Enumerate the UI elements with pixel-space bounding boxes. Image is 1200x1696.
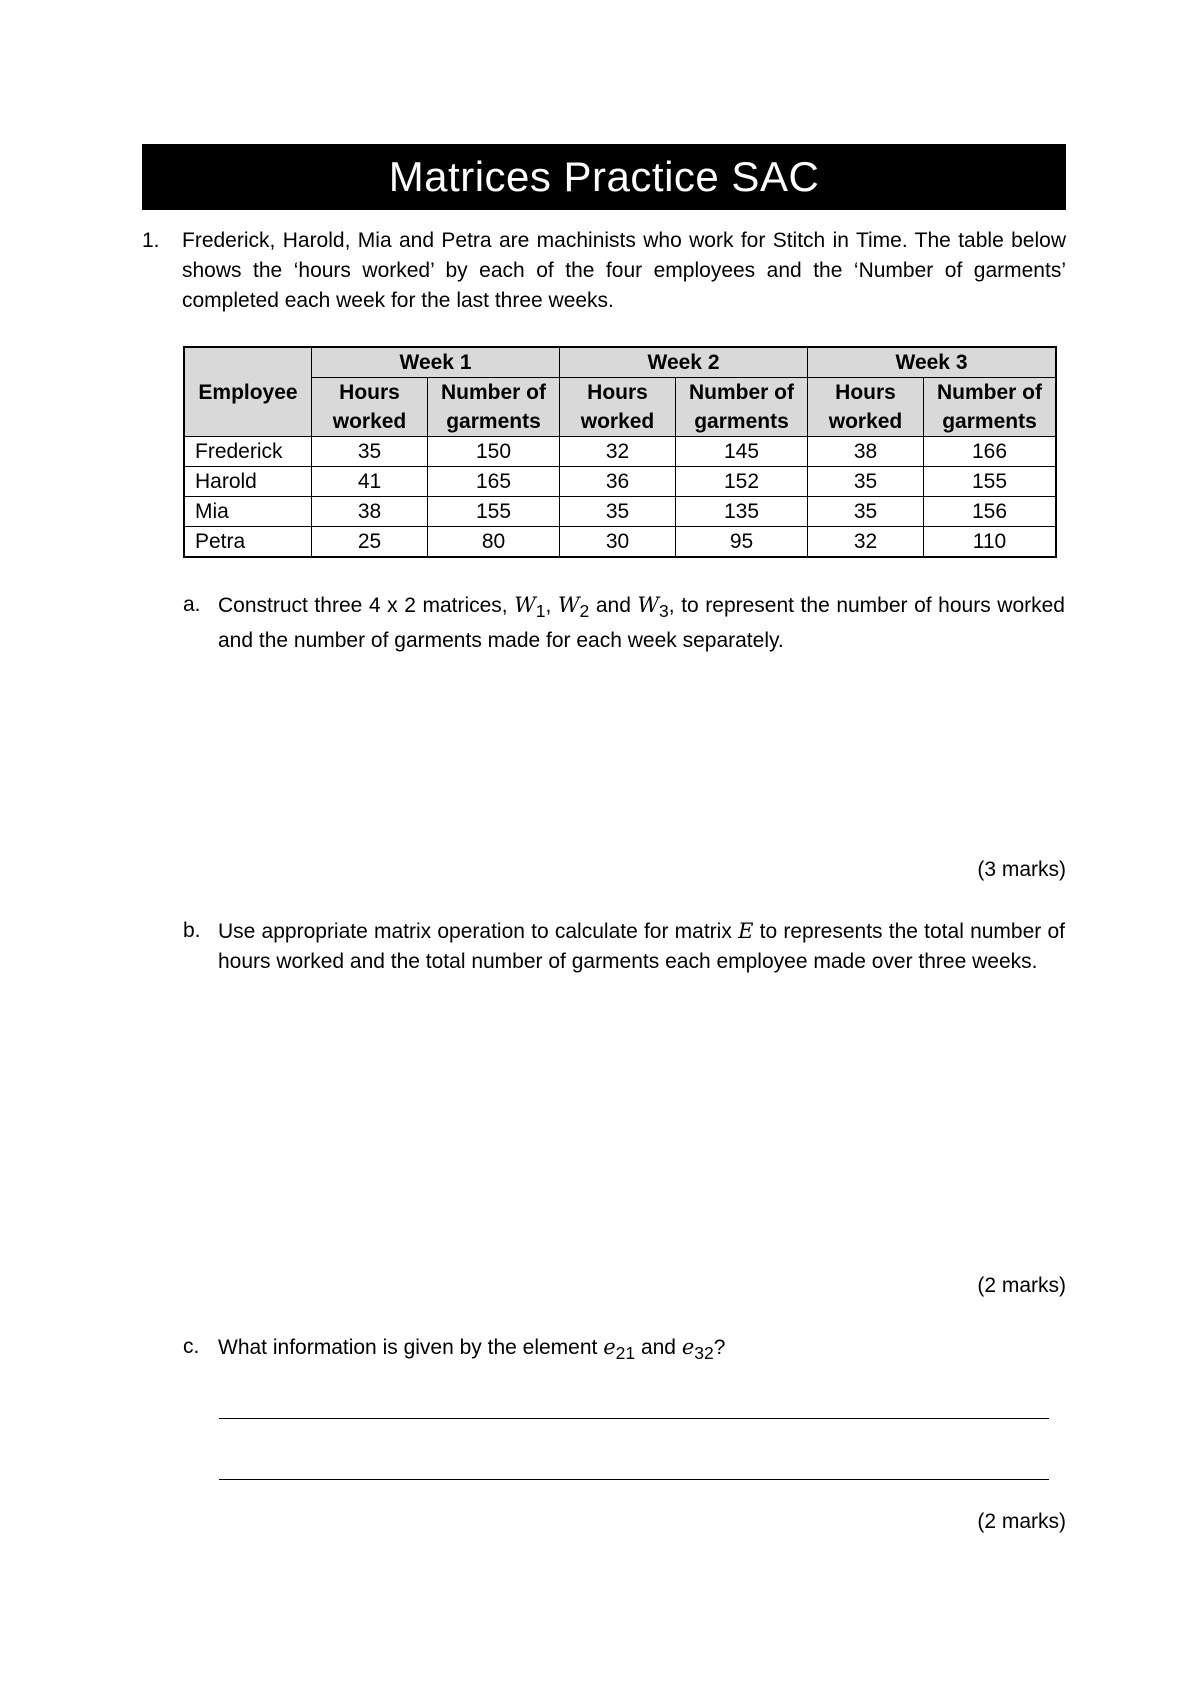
matrix-symbol: W xyxy=(637,593,660,617)
table-cell: 156 xyxy=(924,497,1057,527)
table-cell: 35 xyxy=(808,467,924,497)
text-segment: ? xyxy=(713,1336,726,1359)
table-cell: 95 xyxy=(676,527,808,558)
employee-header: Employee xyxy=(184,347,312,437)
matrix-symbol: E xyxy=(738,919,754,943)
hours-header: Hours worked xyxy=(560,378,676,437)
table-row xyxy=(184,467,1056,497)
table-cell: 150 xyxy=(428,437,560,467)
text-segment: Use appropriate matrix operation to calculate for matrix xyxy=(218,920,739,943)
subscript: 32 xyxy=(694,1343,714,1364)
table-cell: 155 xyxy=(924,467,1057,497)
subscript: 3 xyxy=(659,601,669,622)
part-label: c. xyxy=(183,1335,200,1358)
text-segment: , xyxy=(545,594,558,617)
table-cell: 35 xyxy=(808,497,924,527)
hours-header: Hours worked xyxy=(808,378,924,437)
matrix-symbol: W xyxy=(557,593,580,617)
garments-header: Number of garments xyxy=(924,378,1057,437)
table-cell: 35 xyxy=(560,497,676,527)
employee-name: Frederick xyxy=(184,437,312,467)
answer-line[interactable] xyxy=(219,1418,1049,1419)
question-1 xyxy=(142,226,1066,316)
hours-garments-table xyxy=(183,346,1057,558)
employee-name: Mia xyxy=(184,497,312,527)
table-cell: 36 xyxy=(560,467,676,497)
part-a xyxy=(183,590,1065,656)
part-label: b. xyxy=(183,919,201,942)
table-row xyxy=(184,437,1056,467)
table-cell: 35 xyxy=(312,437,428,467)
table-cell: 25 xyxy=(312,527,428,558)
table-cell: 166 xyxy=(924,437,1057,467)
matrix-symbol: W xyxy=(514,593,536,617)
week-header: Week 1 xyxy=(312,347,560,378)
text-segment: to represents the total number of hours worked and the total number of garments each employee made over three weeks. xyxy=(218,920,1065,973)
table-cell: 145 xyxy=(676,437,808,467)
text-segment: What information is given by the element xyxy=(218,1336,604,1359)
table-cell: 32 xyxy=(808,527,924,558)
table-row xyxy=(184,497,1056,527)
text-segment: and xyxy=(635,1336,682,1359)
text-segment: Construct three 4 x 2 matrices, xyxy=(218,594,515,617)
table-cell: 38 xyxy=(312,497,428,527)
subscript: 2 xyxy=(579,601,590,622)
garments-header: Number of garments xyxy=(428,378,560,437)
part-c-text xyxy=(218,1332,1065,1368)
part-c xyxy=(183,1332,1065,1368)
table-cell: 41 xyxy=(312,467,428,497)
table-cell: 32 xyxy=(560,437,676,467)
garments-header: Number of garments xyxy=(676,378,808,437)
table-cell: 110 xyxy=(924,527,1057,558)
marks-label: (3 marks) xyxy=(977,858,1066,881)
answer-line[interactable] xyxy=(219,1479,1049,1480)
table-cell: 155 xyxy=(428,497,560,527)
table-cell: 30 xyxy=(560,527,676,558)
hours-header: Hours worked xyxy=(312,378,428,437)
part-b-text xyxy=(218,916,1065,977)
question-text: Frederick, Harold, Mia and Petra are machinists who work for Stitch in Time. The table below shows the ‘hours worked’ by each of the four employees and the ‘Number of garments’ completed each week for the last three weeks. xyxy=(182,229,1066,312)
question-number: 1. xyxy=(142,229,160,252)
text-segment: and xyxy=(589,594,638,617)
part-a-text xyxy=(218,590,1065,656)
marks-label: (2 marks) xyxy=(977,1510,1066,1533)
week-header: Week 2 xyxy=(560,347,808,378)
element-symbol: e xyxy=(681,1335,695,1359)
table-row xyxy=(184,527,1056,558)
text-segment: , to represent the number of hours worked and the number of garments made for each week separately. xyxy=(218,594,1065,653)
table-cell: 165 xyxy=(428,467,560,497)
subscript: 21 xyxy=(615,1343,636,1364)
page-title: Matrices Practice SAC xyxy=(142,144,1066,210)
week-header: Week 3 xyxy=(808,347,1057,378)
marks-label: (2 marks) xyxy=(977,1274,1066,1297)
part-b xyxy=(183,916,1065,977)
subscript: 1 xyxy=(535,601,546,622)
table-cell: 80 xyxy=(428,527,560,558)
element-symbol: e xyxy=(603,1335,616,1359)
employee-name: Harold xyxy=(184,467,312,497)
employee-name: Petra xyxy=(184,527,312,558)
part-label: a. xyxy=(183,593,201,616)
table-cell: 38 xyxy=(808,437,924,467)
table-cell: 152 xyxy=(676,467,808,497)
table-cell: 135 xyxy=(676,497,808,527)
